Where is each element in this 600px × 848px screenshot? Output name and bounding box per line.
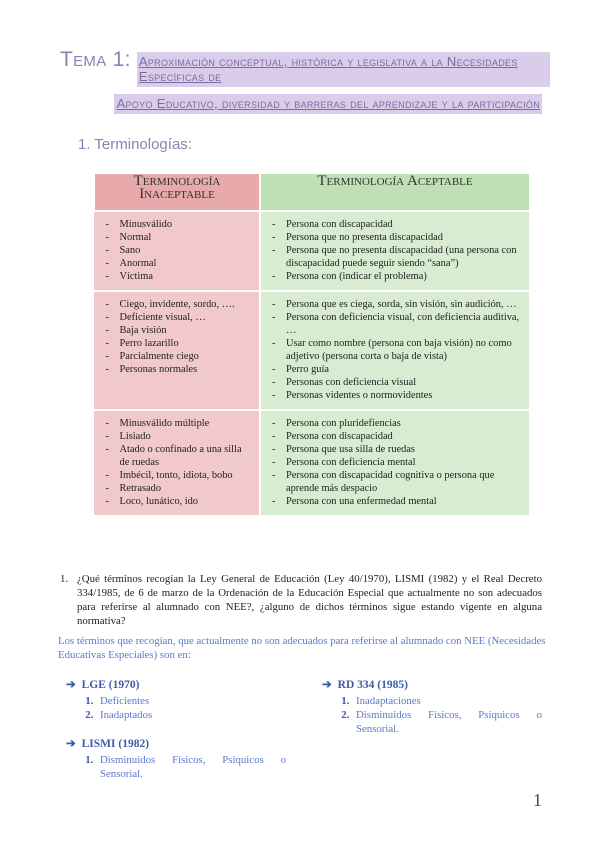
title-line-2: Apoyo Educativo, diversidad y barreras del aprendizaje y la participación (114, 94, 542, 114)
list-item: 1. Deficientes (96, 694, 306, 708)
term-item: - Persona con una enfermedad mental (270, 495, 522, 508)
term-item: - Parcialmente ciego (104, 350, 253, 363)
question-text: ¿Qué términos recogían la Ley General de Educación (Ley 40/1970), LISMI (1982) y el Real Decreto 334/1985, de 6 de marzo de la Ordenación de la Educación Especial que actualmente no son adecuados para referirse al alumnado con NEE?, ¿alguno de dichos términos sigue estando vigente en alguna normativa? (77, 573, 542, 627)
acceptable-cell (260, 410, 530, 516)
table-body (94, 211, 530, 516)
term-item: - Persona con discapacidad (270, 430, 522, 443)
unacceptable-cell (94, 211, 260, 291)
list-items (66, 694, 306, 722)
term-item: - Deficiente visual, … (104, 311, 253, 324)
term-item: - Loco, lunático, ido (104, 495, 253, 508)
tema-label: Tema 1: (60, 48, 131, 71)
page-number: 1 (533, 790, 542, 810)
term-item: - Persona que no presenta discapacidad (una persona con discapacidad puede seguir siendo “sana”) (270, 244, 522, 270)
question (60, 572, 542, 628)
term-item: - Baja visión (104, 324, 253, 337)
arrow-icon: ➔ (66, 679, 76, 691)
term-item: - Personas videntes o normovidentes (270, 389, 522, 402)
question-number: 1. (60, 573, 69, 585)
term-item: - Persona con deficiencia visual, con deficiencia auditiva, … (270, 311, 522, 337)
list-rd (322, 678, 542, 736)
acceptable-cell (260, 211, 530, 291)
arrow-icon: ➔ (322, 679, 332, 691)
list-item: 1. Inadaptaciones (352, 694, 542, 708)
term-item: - Personas con deficiencia visual (270, 376, 522, 389)
arrow-icon: ➔ (66, 738, 76, 750)
term-item: - Ciego, invidente, sordo, …. (104, 298, 253, 311)
acceptable-cell (260, 291, 530, 410)
title-line-1: Aproximación conceptual, histórica y legislativa a la Necesidades Específicas de (137, 52, 550, 87)
term-item: - Retrasado (104, 482, 253, 495)
term-item: - Normal (104, 231, 253, 244)
term-item: - Personas normales (104, 363, 253, 376)
list-lismi (66, 737, 286, 781)
list-item: 2. Disminuidos Físicos, Psíquicos o Sensorial. (352, 708, 542, 736)
list-title: RD 334 (1985) (337, 679, 408, 691)
term-item: - Persona que es ciega, sorda, sin visión, sin audición, … (270, 298, 522, 311)
term-item: - Imbécil, tonto, idiota, bobo (104, 469, 253, 482)
term-item: - Perro guía (270, 363, 522, 376)
term-item: - Víctima (104, 270, 253, 283)
term-item: - Persona con discapacidad (270, 218, 522, 231)
term-item: - Persona con (indicar el problema) (270, 270, 522, 283)
term-item: - Usar como nombre (persona con baja visión) no como adjetivo (persona corta o baja de vista) (270, 337, 522, 363)
term-item: - Persona que usa silla de ruedas (270, 443, 522, 456)
list-title: LISMI (1982) (81, 738, 150, 750)
term-item: - Persona con discapacidad cognitiva o persona que aprende más despacio (270, 469, 522, 495)
document-title (60, 48, 550, 113)
list-lge (66, 678, 306, 722)
term-item: - Lisiado (104, 430, 253, 443)
term-item: - Minusválido (104, 218, 253, 231)
table-row (94, 211, 530, 291)
list-items (322, 694, 542, 736)
header-acceptable: Terminología Aceptable (260, 173, 530, 211)
term-item: - Anormal (104, 257, 253, 270)
term-item: - Persona con pluridefiencias (270, 417, 522, 430)
term-item: - Atado o confinado a una silla de ruedas (104, 443, 253, 469)
table-row (94, 410, 530, 516)
term-item: - Minusválido múltiple (104, 417, 253, 430)
term-item: - Perro lazarillo (104, 337, 253, 350)
list-title: LGE (1970) (81, 679, 140, 691)
answer-text: Los términos que recogían, que actualmente no son adecuados para referirse al alumnado con NEE (Necesidades Educativas Especiales) son en: (58, 635, 546, 661)
terminology-table (93, 172, 531, 517)
list-item: 2. Inadaptados (96, 708, 306, 722)
term-item: - Persona con deficiencia mental (270, 456, 522, 469)
header-unacceptable: Terminología Inaceptable (94, 173, 260, 211)
term-item: - Persona que no presenta discapacidad (270, 231, 522, 244)
unacceptable-cell (94, 410, 260, 516)
table-row (94, 291, 530, 410)
section-heading: 1. Terminologías: (78, 136, 192, 153)
term-item: - Sano (104, 244, 253, 257)
list-item: 1. Disminuidos Físicos, Psíquicos o Sensorial. (96, 753, 286, 781)
unacceptable-cell (94, 291, 260, 410)
list-items (66, 753, 286, 781)
